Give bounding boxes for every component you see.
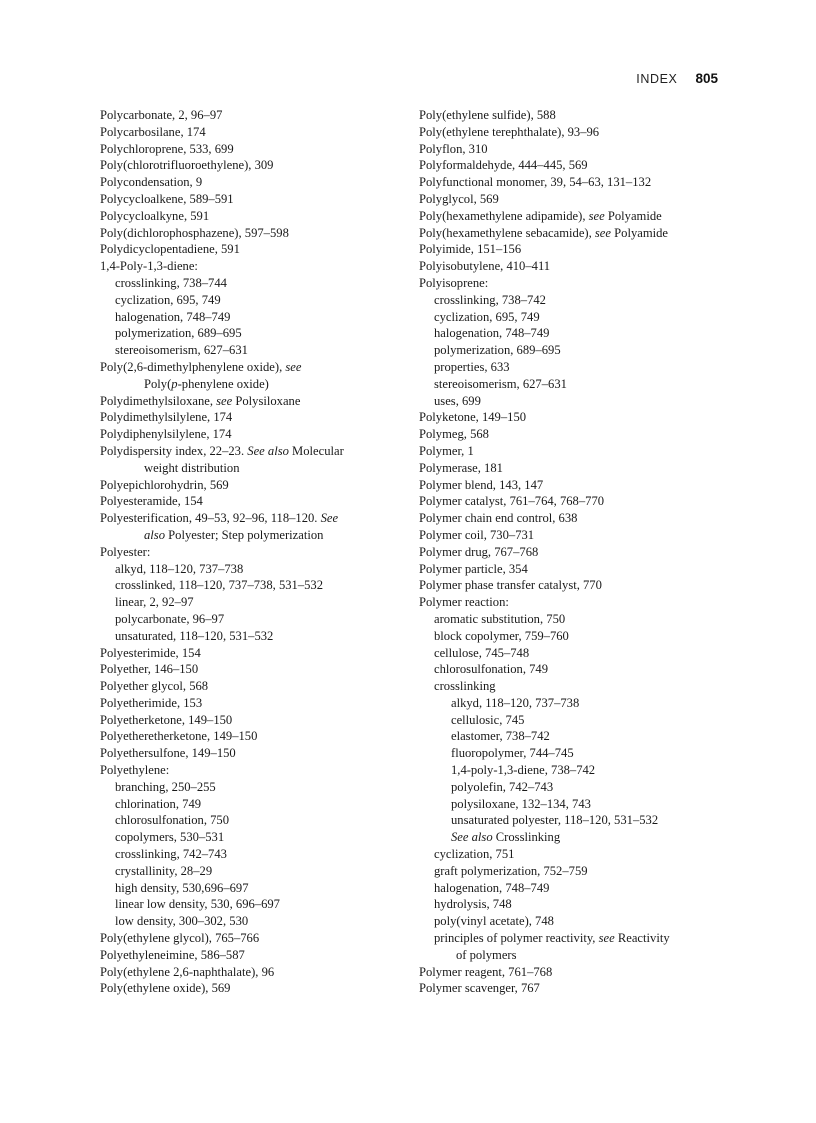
index-subentry: chlorosulfonation, 749 <box>434 662 549 677</box>
index-entry: Polymer catalyst, 761–764, 768–770 <box>419 494 605 509</box>
index-entry: Polymer coil, 730–731 <box>419 527 535 542</box>
index-subentry: hydrolysis, 748 <box>434 897 512 912</box>
index-entry: Polyketone, 149–150 <box>419 410 527 425</box>
index-entry: Polymer drug, 767–768 <box>419 544 539 559</box>
index-subentry: block copolymer, 759–760 <box>434 628 569 643</box>
index-entry: Polyfunctional monomer, 39, 54–63, 131–132 <box>419 175 652 190</box>
index-entry: Polycondensation, 9 <box>100 175 203 190</box>
index-subentry: linear, 2, 92–97 <box>115 595 194 610</box>
index-entry: Polycycloalkyne, 591 <box>100 208 210 223</box>
index-entry: Poly(2,6-dimethylphenylene oxide), see <box>100 359 302 374</box>
index-subentry: crosslinking, 738–742 <box>434 292 546 307</box>
index-entry: Polyetheretherketone, 149–150 <box>100 729 258 744</box>
index-entry: Polyepichlorohydrin, 569 <box>100 477 229 492</box>
index-column-left <box>100 107 400 997</box>
index-subentry: linear low density, 530, 696–697 <box>115 897 280 912</box>
index-entry: Polymer blend, 143, 147 <box>419 477 544 492</box>
index-subentry: polymerization, 689–695 <box>434 343 561 358</box>
index-subentry: high density, 530,696–697 <box>115 880 249 895</box>
index-subentry: branching, 250–255 <box>115 779 216 794</box>
index-entry: Poly(ethylene 2,6-naphthalate), 96 <box>100 964 275 979</box>
index-entry: 1,4-Poly-1,3-diene: <box>100 259 198 274</box>
index-subentry: halogenation, 748–749 <box>434 880 550 895</box>
index-entry: Polydicyclopentadiene, 591 <box>100 242 240 257</box>
index-subentry: graft polymerization, 752–759 <box>434 863 588 878</box>
index-subentry: crystallinity, 28–29 <box>115 863 213 878</box>
index-cross-reference: See also Crosslinking <box>451 830 561 845</box>
index-subentry: crosslinking <box>434 679 496 694</box>
index-subentry: poly(vinyl acetate), 748 <box>434 914 554 929</box>
page-number: 805 <box>695 71 718 86</box>
index-subentry: polymerization, 689–695 <box>115 326 242 341</box>
index-entry: Polycarbonate, 2, 96–97 <box>100 108 223 122</box>
index-subentry: unsaturated, 118–120, 531–532 <box>115 628 274 643</box>
index-subentry: properties, 633 <box>434 359 510 374</box>
index-subentry: uses, 699 <box>434 393 481 408</box>
index-entry: Poly(hexamethylene adipamide), see Polyamide <box>419 208 662 223</box>
index-subentry: cyclization, 751 <box>434 847 515 862</box>
index-entry: Polymeg, 568 <box>419 427 489 442</box>
index-subentry: stereoisomerism, 627–631 <box>115 343 248 358</box>
index-subentry: cyclization, 695, 749 <box>115 292 221 307</box>
index-entry: Polyflon, 310 <box>419 141 488 156</box>
index-entry: Polydimethylsilylene, 174 <box>100 410 233 425</box>
index-subentry: crosslinking, 742–743 <box>115 847 227 862</box>
index-entry: Polymer reaction: <box>419 595 509 610</box>
index-entry: Poly(ethylene glycol), 765–766 <box>100 931 260 946</box>
index-entry: Polycycloalkene, 589–591 <box>100 191 234 206</box>
index-entry-continuation: also Polyester; Step polymerization <box>144 527 324 542</box>
running-header <box>636 71 718 86</box>
index-entry: Polymer, 1 <box>419 443 474 458</box>
index-entry: Polyisoprene: <box>419 275 489 290</box>
index-subentry: principles of polymer reactivity, see Reactivity <box>434 931 670 946</box>
index-subentry: cellulose, 745–748 <box>434 645 530 660</box>
index-subentry: polycarbonate, 96–97 <box>115 611 225 626</box>
index-subentry: crosslinking, 738–744 <box>115 275 227 290</box>
index-subentry: copolymers, 530–531 <box>115 830 225 845</box>
index-subsubentry: polysiloxane, 132–134, 743 <box>451 796 591 811</box>
index-entry-continuation: weight distribution <box>144 460 240 475</box>
index-subsubentry: unsaturated polyester, 118–120, 531–532 <box>451 813 659 828</box>
index-entry: Polyesterification, 49–53, 92–96, 118–120. See <box>100 511 339 526</box>
index-entry: Polycarbosilane, 174 <box>100 124 206 139</box>
index-entry: Poly(ethylene oxide), 569 <box>100 981 231 996</box>
index-entry: Polymer reagent, 761–768 <box>419 964 553 979</box>
index-entry: Polyimide, 151–156 <box>419 242 522 257</box>
index-entry: Polyester: <box>100 544 151 559</box>
index-subentry: aromatic substitution, 750 <box>434 611 566 626</box>
index-entry: Poly(hexamethylene sebacamide), see Polyamide <box>419 225 669 240</box>
index-entry: Polyesteramide, 154 <box>100 494 203 509</box>
index-column-right <box>419 107 724 997</box>
index-entry: Polyether, 146–150 <box>100 662 199 677</box>
index-subentry: cyclization, 695, 749 <box>434 309 540 324</box>
index-subentry: crosslinked, 118–120, 737–738, 531–532 <box>115 578 324 593</box>
index-entry: Polyglycol, 569 <box>419 191 499 206</box>
index-subentry: chlorination, 749 <box>115 796 202 811</box>
index-subsubentry: cellulosic, 745 <box>451 712 525 727</box>
index-entry: Polyethylene: <box>100 763 170 778</box>
index-subsubentry: 1,4-poly-1,3-diene, 738–742 <box>451 763 596 778</box>
index-entry: Polymer particle, 354 <box>419 561 528 576</box>
index-subentry: halogenation, 748–749 <box>434 326 550 341</box>
index-entry: Polyethersulfone, 149–150 <box>100 746 236 761</box>
index-entry: Polychloroprene, 533, 699 <box>100 141 234 156</box>
index-subentry: alkyd, 118–120, 737–738 <box>115 561 244 576</box>
index-entry: Poly(dichlorophosphazene), 597–598 <box>100 225 289 240</box>
index-entry-continuation: of polymers <box>456 947 517 962</box>
index-entry: Polydiphenylsilylene, 174 <box>100 427 232 442</box>
index-entry: Polyetherimide, 153 <box>100 695 203 710</box>
index-entry: Polyformaldehyde, 444–445, 569 <box>419 158 588 173</box>
index-entry: Polyesterimide, 154 <box>100 645 201 660</box>
index-subsubentry: polyolefin, 742–743 <box>451 779 554 794</box>
index-entry: Polyethyleneimine, 586–587 <box>100 947 245 962</box>
index-subsubentry: elastomer, 738–742 <box>451 729 550 744</box>
index-subentry: low density, 300–302, 530 <box>115 914 249 929</box>
index-subentry: halogenation, 748–749 <box>115 309 231 324</box>
index-entry: Polymer chain end control, 638 <box>419 511 578 526</box>
index-subsubentry: alkyd, 118–120, 737–738 <box>451 695 580 710</box>
index-entry-continuation: Poly(p-phenylene oxide) <box>144 376 269 391</box>
header-section-label: INDEX <box>636 72 678 86</box>
index-entry: Polymer scavenger, 767 <box>419 981 540 996</box>
index-entry: Polymer phase transfer catalyst, 770 <box>419 578 602 593</box>
index-entry: Polydimethylsiloxane, see Polysiloxane <box>100 393 301 408</box>
index-entry: Poly(chlorotrifluoroethylene), 309 <box>100 158 274 173</box>
index-entry: Poly(ethylene sulfide), 588 <box>419 108 556 122</box>
index-entry: Polyetherketone, 149–150 <box>100 712 233 727</box>
index-entry: Polyether glycol, 568 <box>100 679 209 694</box>
index-entry: Polymerase, 181 <box>419 460 503 475</box>
index-entry: Poly(ethylene terephthalate), 93–96 <box>419 124 600 139</box>
index-entry: Polydispersity index, 22–23. See also Molecular <box>100 443 344 458</box>
index-subentry: chlorosulfonation, 750 <box>115 813 230 828</box>
index-entry: Polyisobutylene, 410–411 <box>419 259 551 274</box>
index-subentry: stereoisomerism, 627–631 <box>434 376 567 391</box>
index-subsubentry: fluoropolymer, 744–745 <box>451 746 574 761</box>
